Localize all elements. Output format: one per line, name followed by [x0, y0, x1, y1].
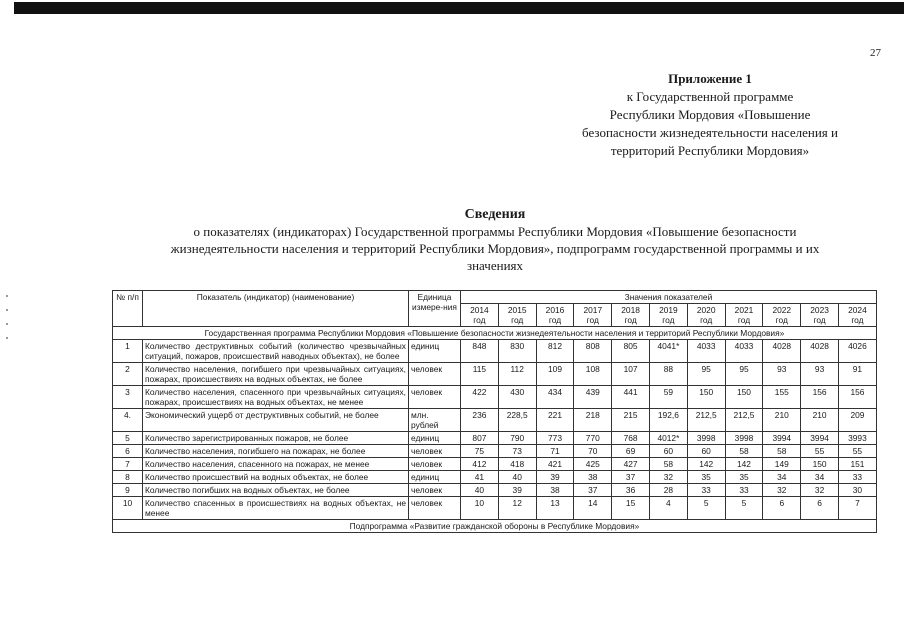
- indicator-value: 3998: [725, 432, 763, 445]
- row-number: 7: [113, 458, 143, 471]
- indicator-value: 212,5: [725, 409, 763, 432]
- indicator-value: 4028: [763, 340, 801, 363]
- indicator-name: Количество населения, погибшего на пожарах, не более: [143, 445, 409, 458]
- indicator-name: Экономический ущерб от деструктивных событий, не более: [143, 409, 409, 432]
- year-header: 2022 год: [763, 304, 801, 327]
- indicator-value: 93: [801, 363, 839, 386]
- indicator-value: 439: [574, 386, 612, 409]
- indicator-value: 150: [725, 386, 763, 409]
- appendix-line: территорий Республики Мордовия»: [610, 143, 810, 158]
- indicator-value: 150: [801, 458, 839, 471]
- year-header: 2024 год: [838, 304, 876, 327]
- page-number: 27: [870, 47, 881, 59]
- indicator-value: 807: [461, 432, 499, 445]
- indicator-value: 441: [612, 386, 650, 409]
- indicator-value: 3993: [838, 432, 876, 445]
- year-header: 2016 год: [536, 304, 574, 327]
- year-header: 2021 год: [725, 304, 763, 327]
- indicator-value: 33: [838, 471, 876, 484]
- heading-line: о показателях (индикаторах) Государственной программы Республики Мордовия «Повышение безопасности: [193, 224, 797, 239]
- indicator-value: 192,6: [649, 409, 687, 432]
- section-title-program: Государственная программа Республики Мордовия «Повышение безопасности жизнедеятельности населения и территорий Республики Мордовия»: [113, 327, 877, 340]
- col-header-unit: Единица измере-ния: [409, 291, 461, 327]
- indicator-name: Количество погибших на водных объектах, не более: [143, 484, 409, 497]
- indicator-value: 37: [612, 471, 650, 484]
- indicator-value: 155: [763, 386, 801, 409]
- indicator-unit: человек: [409, 484, 461, 497]
- indicator-value: 156: [838, 386, 876, 409]
- indicator-value: 773: [536, 432, 574, 445]
- indicator-value: 221: [536, 409, 574, 432]
- indicator-value: 38: [536, 484, 574, 497]
- indicator-value: 412: [461, 458, 499, 471]
- year-header: 2020 год: [687, 304, 725, 327]
- indicator-value: 6: [801, 497, 839, 520]
- year-header: 2018 год: [612, 304, 650, 327]
- section-title-subprogram: Подпрограмма «Развитие гражданской обороны в Республике Мордовия»: [113, 520, 877, 533]
- indicator-unit: единиц: [409, 432, 461, 445]
- year-header: 2017 год: [574, 304, 612, 327]
- indicator-value: 790: [498, 432, 536, 445]
- indicator-unit: единиц: [409, 340, 461, 363]
- indicator-unit: единиц: [409, 471, 461, 484]
- heading-line: жизнедеятельности населения и территорий Республики Мордовия», подпрограмм государственной программы и их: [170, 241, 820, 256]
- table-row: [113, 458, 877, 471]
- appendix-title: Приложение 1: [668, 71, 752, 86]
- indicator-value: 58: [649, 458, 687, 471]
- indicator-value: 212,5: [687, 409, 725, 432]
- indicator-value: 32: [801, 484, 839, 497]
- indicator-value: 108: [574, 363, 612, 386]
- indicator-value: 34: [763, 471, 801, 484]
- indicator-value: 4033: [725, 340, 763, 363]
- indicator-value: 32: [649, 471, 687, 484]
- indicator-name: Количество населения, погибшего при чрезвычайных ситуациях, пожарах, происшествиях на водных объектах, не более: [143, 363, 409, 386]
- indicator-value: 55: [838, 445, 876, 458]
- indicator-value: 151: [838, 458, 876, 471]
- indicator-value: 422: [461, 386, 499, 409]
- indicator-value: 4028: [801, 340, 839, 363]
- indicator-value: 4026: [838, 340, 876, 363]
- heading-line: значениях: [466, 258, 524, 273]
- indicator-value: 3994: [763, 432, 801, 445]
- table-row: [113, 409, 877, 432]
- appendix-line: безопасности жизнедеятельности населения и: [582, 125, 838, 140]
- indicator-value: 115: [461, 363, 499, 386]
- row-number: 10: [113, 497, 143, 520]
- indicator-value: 149: [763, 458, 801, 471]
- row-number: 6: [113, 445, 143, 458]
- table-row: [113, 445, 877, 458]
- indicator-value: 70: [574, 445, 612, 458]
- indicator-value: 55: [801, 445, 839, 458]
- indicator-value: 30: [838, 484, 876, 497]
- indicator-value: 768: [612, 432, 650, 445]
- indicator-value: 808: [574, 340, 612, 363]
- indicator-unit: человек: [409, 497, 461, 520]
- indicator-name: Количество деструктивных событий (количество чрезвычайных ситуаций, пожаров, происшествий наводных объектах), не более: [143, 340, 409, 363]
- indicator-value: 95: [687, 363, 725, 386]
- indicator-value: 142: [725, 458, 763, 471]
- year-header: 2014 год: [461, 304, 499, 327]
- appendix-line: к Государственной программе: [626, 89, 794, 104]
- indicator-value: 40: [461, 484, 499, 497]
- indicator-value: 434: [536, 386, 574, 409]
- indicator-value: 3994: [801, 432, 839, 445]
- indicator-value: 142: [687, 458, 725, 471]
- indicator-value: 37: [574, 484, 612, 497]
- indicator-name: Количество зарегистрированных пожаров, не более: [143, 432, 409, 445]
- table-row: [113, 386, 877, 409]
- table-row: [113, 340, 877, 363]
- indicator-value: 107: [612, 363, 650, 386]
- indicator-value: 6: [763, 497, 801, 520]
- indicator-value: 15: [612, 497, 650, 520]
- indicator-value: 7: [838, 497, 876, 520]
- indicator-value: 236: [461, 409, 499, 432]
- indicator-value: 830: [498, 340, 536, 363]
- indicator-value: 425: [574, 458, 612, 471]
- indicator-value: 14: [574, 497, 612, 520]
- indicator-value: 112: [498, 363, 536, 386]
- indicator-value: 4: [649, 497, 687, 520]
- indicator-unit: человек: [409, 445, 461, 458]
- col-header-values: Значения показателей: [461, 291, 877, 304]
- indicator-value: 418: [498, 458, 536, 471]
- year-header: 2023 год: [801, 304, 839, 327]
- indicator-value: 210: [801, 409, 839, 432]
- indicator-value: 209: [838, 409, 876, 432]
- indicator-value: 770: [574, 432, 612, 445]
- row-number: 4.: [113, 409, 143, 432]
- indicator-value: 210: [763, 409, 801, 432]
- year-header: 2019 год: [649, 304, 687, 327]
- indicator-name: Количество происшествий на водных объектах, не более: [143, 471, 409, 484]
- col-header-num: № п/п: [113, 291, 143, 327]
- indicator-value: 218: [574, 409, 612, 432]
- scan-top-border: [14, 2, 904, 14]
- indicator-value: 69: [612, 445, 650, 458]
- indicator-value: 59: [649, 386, 687, 409]
- indicator-value: 430: [498, 386, 536, 409]
- indicator-value: 4033: [687, 340, 725, 363]
- year-header: 2015 год: [498, 304, 536, 327]
- indicator-name: Количество населения, спасенного на пожарах, не менее: [143, 458, 409, 471]
- indicator-value: 91: [838, 363, 876, 386]
- indicator-value: 60: [687, 445, 725, 458]
- indicators-table: [112, 290, 877, 533]
- indicator-value: 75: [461, 445, 499, 458]
- row-number: 2: [113, 363, 143, 386]
- indicator-value: 32: [763, 484, 801, 497]
- indicator-value: 58: [763, 445, 801, 458]
- indicator-unit: человек: [409, 363, 461, 386]
- document-heading: [120, 206, 870, 274]
- table-row: [113, 484, 877, 497]
- row-number: 8: [113, 471, 143, 484]
- indicator-value: 36: [612, 484, 650, 497]
- indicator-value: 805: [612, 340, 650, 363]
- indicator-unit: человек: [409, 386, 461, 409]
- indicator-value: 5: [725, 497, 763, 520]
- indicator-value: 58: [725, 445, 763, 458]
- indicator-value: 39: [498, 484, 536, 497]
- indicator-value: 156: [801, 386, 839, 409]
- col-header-name: Показатель (индикатор) (наименование): [143, 291, 409, 327]
- indicator-value: 41: [461, 471, 499, 484]
- indicator-value: 39: [536, 471, 574, 484]
- indicator-value: 71: [536, 445, 574, 458]
- indicator-value: 150: [687, 386, 725, 409]
- indicator-value: 34: [801, 471, 839, 484]
- row-number: 1: [113, 340, 143, 363]
- indicator-name: Количество спасенных в происшествиях на водных объектах, не менее: [143, 497, 409, 520]
- indicator-value: 848: [461, 340, 499, 363]
- indicator-value: 4041*: [649, 340, 687, 363]
- indicator-value: 95: [725, 363, 763, 386]
- indicator-value: 73: [498, 445, 536, 458]
- table-row: [113, 363, 877, 386]
- indicator-value: 12: [498, 497, 536, 520]
- indicator-value: 33: [725, 484, 763, 497]
- indicator-value: 35: [687, 471, 725, 484]
- appendix-line: Республики Мордовия «Повышение: [609, 107, 811, 122]
- indicator-value: 60: [649, 445, 687, 458]
- row-number: 9: [113, 484, 143, 497]
- row-number: 5: [113, 432, 143, 445]
- table-row: [113, 471, 877, 484]
- indicator-value: 40: [498, 471, 536, 484]
- indicator-unit: млн. рублей: [409, 409, 461, 432]
- indicator-value: 812: [536, 340, 574, 363]
- indicator-value: 228,5: [498, 409, 536, 432]
- indicator-value: 5: [687, 497, 725, 520]
- indicator-value: 215: [612, 409, 650, 432]
- indicator-value: 13: [536, 497, 574, 520]
- indicator-value: 3998: [687, 432, 725, 445]
- indicator-value: 93: [763, 363, 801, 386]
- indicator-value: 427: [612, 458, 650, 471]
- indicator-name: Количество населения, спасенного при чрезвычайных ситуациях, пожарах, происшествиях на водных объектах, не менее: [143, 386, 409, 409]
- indicator-value: 4012*: [649, 432, 687, 445]
- indicator-value: 28: [649, 484, 687, 497]
- indicator-value: 35: [725, 471, 763, 484]
- indicator-value: 33: [687, 484, 725, 497]
- scan-margin-marks: [6, 295, 9, 355]
- indicator-unit: человек: [409, 458, 461, 471]
- row-number: 3: [113, 386, 143, 409]
- heading-title: Сведения: [464, 207, 526, 222]
- indicator-value: 88: [649, 363, 687, 386]
- indicator-value: 109: [536, 363, 574, 386]
- appendix-block: [545, 70, 875, 160]
- table-row: [113, 432, 877, 445]
- indicator-value: 38: [574, 471, 612, 484]
- table-row: [113, 497, 877, 520]
- indicator-value: 10: [461, 497, 499, 520]
- indicator-value: 421: [536, 458, 574, 471]
